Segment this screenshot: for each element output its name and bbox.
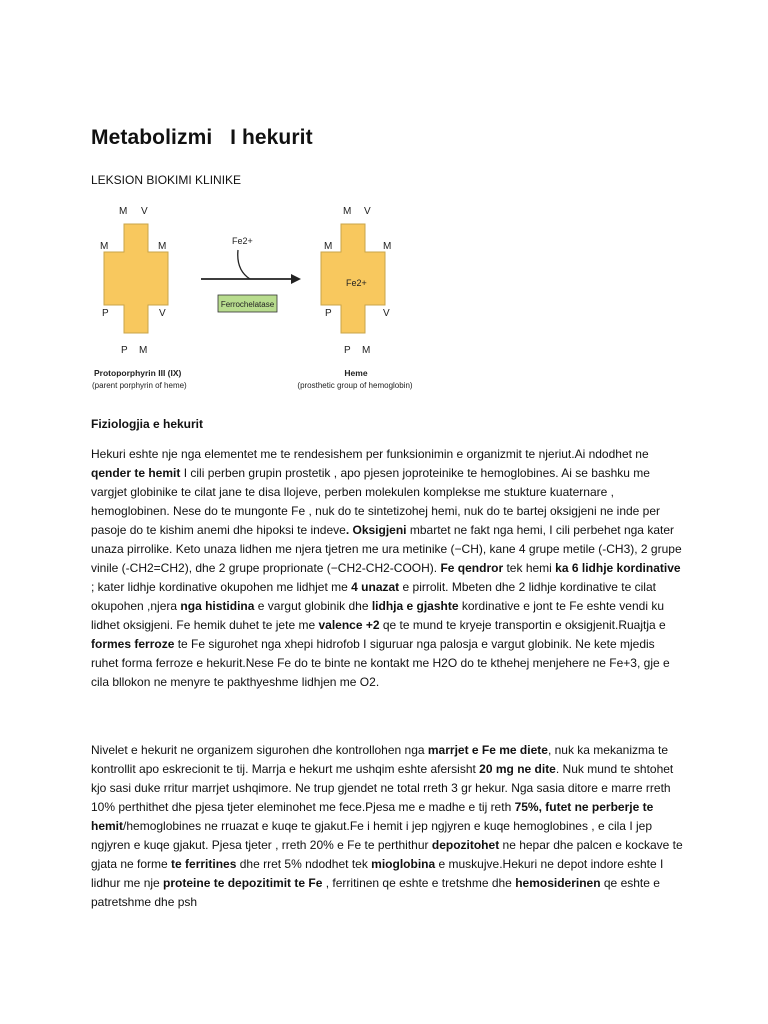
text-run: dhe rret 5% ndodhet tek (236, 857, 372, 871)
text-run: ; kater lidhje kordinative okupohen me lidhjet me (91, 580, 352, 594)
document-title: Metabolizmi I hekurit (91, 126, 313, 149)
ion-insert-curve (238, 250, 250, 279)
bold-text-run: Fe qendror (440, 561, 504, 575)
text-run: I cili perben grupin prostetik , apo pjesen joproteinike te hemoglobines. Ai se bashku me vargjet globinike te cilat jane te disa llojeve, perben molekulen komplekse me stukture kuaternare , hemoglobinen. Nese do te mungonte Fe , nuk do te sintetizohej hemi, nuk do te bartej oksigjeni ne inde per pasoje do te kishim anemi dhe hipoksi te indeve (91, 466, 661, 537)
right-letter-top-1: M (343, 206, 352, 217)
text-run: e muskujve.Hekuri ne depot indore eshte I lidhur me nje (91, 857, 664, 890)
left-subcaption: (parent porphyrin of heme) (92, 381, 187, 390)
bold-text-run: qender te hemit (91, 466, 181, 480)
bold-text-run: lidhja e gjashte (371, 599, 459, 613)
bold-text-run: 20 mg ne dite (479, 762, 556, 776)
reaction-arrow-group (201, 236, 301, 312)
text-run: /hemoglobines ne rruazat e kuqe te gjakut.Fe i hemit i jep ngjyren e kuqe hemoglobines , e cila I jep ngjyren e kuqe gjakut. Pjesa tjeter , rreth 20% e Fe te perthithur (91, 819, 652, 852)
text-run: qe eshte e patretshme dhe psh (91, 876, 660, 909)
right-caption: Heme (344, 368, 368, 378)
text-run: , nuk ka mekanizma te kontrollit apo eskrecionit te tij. Marrja e hekurt me ushqim eshte afersisht (91, 743, 669, 776)
heme-synthesis-figure (88, 200, 413, 405)
text-run: kordinative e jont te Fe eshte vendi ku lidhet oksigjeni. Fe hemik duhet te jete me (91, 599, 664, 632)
text-run: Hekuri eshte nje nga elementet me te rendesishem per funksionimin e organizmit te njeriut.Ai ndodhet ne (91, 447, 649, 461)
right-letter-bot-2: M (362, 345, 371, 356)
left-letter-bot-1: P (121, 345, 128, 356)
bold-text-run: mioglobina (371, 857, 436, 871)
body-paragraph-2 (91, 741, 683, 912)
product-ion-label: Fe2+ (346, 278, 367, 288)
left-letter-mid-2: M (158, 241, 167, 252)
left-letter-bot-2: M (139, 345, 148, 356)
text-run: ne hepar dhe palcen e kockave te gjata ne forme (91, 838, 683, 871)
right-subcaption: (prosthetic group of hemoglobin) (297, 381, 413, 390)
left-letter-low-2: V (159, 308, 166, 319)
right-letter-low-2: V (383, 308, 390, 319)
left-letter-top-1: M (119, 206, 128, 217)
text-run: te Fe sigurohet nga xhepi hidrofob I siguruar nga palosja e vargut globinik. Ne kete mjedis ruhet forma ferroze e hekurit.Nese Fe do te binte ne kontakt me H2O do te kthehej menjehere ne Fe+3, gje e cila bllokon ne menyre te pakthyeshme lidhjen me O2. (91, 637, 670, 689)
text-run: qe te mund te kryeje transportin e oksigjenit.Ruajtja e (379, 618, 666, 632)
right-letter-bot-1: P (344, 345, 351, 356)
right-letter-mid-1: M (324, 241, 333, 252)
reaction-arrow-head (291, 274, 301, 284)
bold-text-run: . Oksigjeni (345, 523, 407, 537)
bold-text-run: 4 unazat (351, 580, 400, 594)
bold-text-run: valence +2 (318, 618, 380, 632)
bold-text-run: marrjet e Fe me diete (427, 743, 548, 757)
right-letter-top-2: V (364, 206, 371, 217)
bold-text-run: depozitohet (431, 838, 500, 852)
right-letter-mid-2: M (383, 241, 392, 252)
right-letter-low-1: P (325, 308, 332, 319)
document-subtitle: LEKSION BIOKIMI KLINIKE (91, 173, 242, 187)
left-letter-mid-1: M (100, 241, 109, 252)
heme-cross (297, 206, 413, 390)
bold-text-run: ka 6 lidhje kordinative (555, 561, 681, 575)
bold-text-run: te ferritines (171, 857, 237, 871)
text-run: tek hemi (503, 561, 556, 575)
left-letter-low-1: P (102, 308, 109, 319)
text-run: e pirrolit. Mbeten dhe 2 lidhje kordinative te cilat okupohen ,njera (91, 580, 656, 613)
text-run: e vargut globinik dhe (254, 599, 372, 613)
text-run: mbartet ne fakt nga hemi, I cili perbehet nga kater unaza pirrolike. Keto unaza lidhen me njera tjetren me ura metinike (−CH), kane 4 grupe metile (-CH3), 2 grupe vinile (-CH2=CH2), dhe 2 grupe proprionate (−CH2-CH2-COOH). (91, 523, 682, 575)
reactant-ion-label: Fe2+ (232, 236, 253, 246)
bold-text-run: formes ferroze (91, 637, 175, 651)
bold-text-run: hemosiderinen (515, 876, 601, 890)
enzyme-label: Ferrochelatase (220, 300, 275, 309)
text-run: , ferritinen qe eshte e tretshme dhe (322, 876, 516, 890)
protoporphyrin-cross (92, 206, 187, 390)
left-letter-top-2: V (141, 206, 148, 217)
text-run: Nivelet e hekurit ne organizem sigurohen dhe kontrollohen nga (91, 743, 428, 757)
section-heading: Fiziologjia e hekurit (91, 417, 204, 431)
body-paragraph-1 (91, 445, 683, 692)
bold-text-run: nga histidina (180, 599, 255, 613)
bold-text-run: 75%, futet ne perberje te hemit (91, 800, 654, 833)
text-run: . Nuk mund te shtohet kjo sasi duke rritur marrjet ushqimore. Ne trup gjendet ne total rreth 3 gr hekur. Nga sasia ditore e marre rreth 10% perthithet dhe pjesa tjeter eleminohet me fece.Pjesa me e madhe e tij reth (91, 762, 674, 814)
left-caption: Protoporphyrin III (IX) (94, 368, 182, 378)
bold-text-run: proteine te depozitimit te Fe (163, 876, 323, 890)
